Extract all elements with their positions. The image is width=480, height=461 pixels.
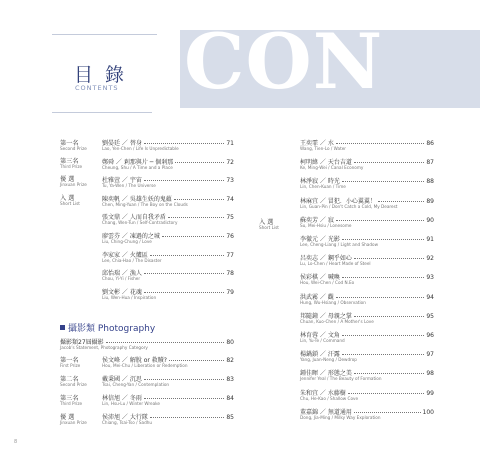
toc-leader-dots <box>354 373 425 374</box>
toc-entry-title: 侯文峰 ／ 解脫 or 救贖? <box>102 357 167 364</box>
toc-entry-page: 73 <box>226 177 234 185</box>
title-rule <box>52 112 152 113</box>
toc-entry-page: 96 <box>426 332 434 339</box>
toc-entry-english: Hung, Wu-Hsiang / Observation <box>300 299 366 305</box>
toc-entry-title: 陳奕帆 ／ 吳雄生妖的鬼蘊 <box>102 195 172 203</box>
toc-entry-english: Hou, Wei-Chen / Cod N.Eo <box>300 280 355 286</box>
toc-entry-title: 呂奕志 ／ 鋼乎如心 <box>300 255 352 263</box>
category-label-english: Third Prize <box>60 401 83 406</box>
toc-entry-title: 蘇奕芳 ／ 寂 <box>300 216 334 224</box>
toc-leader-dots <box>144 180 225 181</box>
toc-entry-english: Lin, Chen-Kuan / Time <box>300 184 346 190</box>
category-label-english: Short List <box>259 225 279 230</box>
toc-entry-title: 王奕霏 ／ 水 <box>300 140 334 147</box>
section-photography-label: 攝影類 Photography <box>68 324 156 334</box>
toc-entry-english: Liu, Wen-Hua / Inspiration <box>102 294 157 300</box>
toc-entry-title: 林麻宜 ／ 冒犯．小心翼翼！ <box>300 197 376 205</box>
toc-entry-page: 83 <box>226 376 234 383</box>
toc-leader-dots <box>354 316 425 317</box>
toc-entry-english: Chang, Wen-Tun / Self-Contradictory <box>102 220 178 226</box>
toc-entry-page: 84 <box>226 395 234 402</box>
toc-entry-english: Chuan, Kuo-Chen / A Mother's Love <box>300 318 374 324</box>
toc-entry-english: Lu, Lo-Chen / Heart Made of Steel <box>300 261 371 267</box>
toc-leader-dots <box>336 220 425 221</box>
toc-entry-english: Lin, Yu-Te / Command <box>300 338 345 343</box>
toc-entry-english: Su, Mei-Hsiu / Lonesome <box>300 222 352 228</box>
toc-leader-dots <box>150 255 225 256</box>
toc-entry-page: 94 <box>426 293 434 301</box>
toc-entry-title: 張文鼎 ／ 人而自我矛盾 <box>102 214 166 222</box>
toc-leader-dots <box>342 239 425 240</box>
toc-entry-title: 侯彩棋 ／ 喊喚 <box>300 274 340 282</box>
category-label: 第一名 <box>60 357 79 364</box>
toc-entry-title: 林淨寂 ／ 時光 <box>300 178 340 186</box>
toc-entry-title: 邱怡瑞 ／ 漁人 <box>102 270 142 278</box>
toc-entry-page: 72 <box>226 158 234 166</box>
toc-entry-title: 侯沛旭 ／ 大行隊 <box>102 414 148 421</box>
category-label-english: Jinxuan Prize <box>60 420 87 425</box>
page-number: 8 <box>14 439 18 445</box>
toc-leader-dots <box>150 417 225 418</box>
toc-entry-page: 90 <box>426 216 434 224</box>
category-label: 優 選 <box>60 176 75 183</box>
toc-entry-english: Lao, Yen-Chen / Life Is Unpredictable <box>102 146 179 151</box>
toc-entry-title: 朱和宜 ／ 水藤樹 <box>300 389 346 397</box>
toc-entry-english: Tsai, Cheng-Yan / Contemplation <box>102 382 170 387</box>
toc-entry-page: 93 <box>426 274 434 282</box>
toc-entry-english: Cheung, Shu / A Time and a Place <box>102 164 173 170</box>
toc-entry-title: 邦隨鐘 ／ 母親之掌 <box>300 312 352 320</box>
toc-leader-dots <box>144 292 225 293</box>
toc-entry-english: Liu, Ching-Chung / Love <box>102 239 152 244</box>
category-label-english: Jinxuan Prize <box>60 182 87 187</box>
category-label: 第二名 <box>60 376 79 383</box>
category-label-english: Second Prize <box>60 146 87 151</box>
toc-leader-dots <box>354 258 425 259</box>
toc-leader-dots <box>342 181 425 182</box>
category-label-english: Short List <box>60 201 80 206</box>
category-label: 優 選 <box>60 414 75 421</box>
toc-entry-english: Chu, He-Kao / Shallow Cove <box>300 395 359 401</box>
banner-text: CON <box>184 30 384 106</box>
toc-entry-english: Lee, Chia-Hao / The Disaster <box>102 257 162 263</box>
toc-entry-title: 鍾佳暉 ／ 形態之美 <box>300 370 352 378</box>
toc-leader-dots <box>144 379 225 380</box>
category-label: 入 選 <box>259 219 274 226</box>
toc-entry-title: 林育蓉 ／ 文角 <box>300 332 340 339</box>
toc-leader-dots <box>342 277 425 278</box>
toc-entry-english: Chiang, Tsai-Tso / Sadhu <box>102 420 153 425</box>
toc-entry-title: 鄭舜 ／ 剎那與片 ─ 個剎那 <box>102 158 174 166</box>
toc-leader-dots <box>342 335 425 336</box>
toc-entry-page: 95 <box>426 312 434 320</box>
category-label: 入 選 <box>60 195 75 202</box>
toc-entry-english: Ke, Ming-Wei / Canal Economy <box>300 165 364 171</box>
toc-entry-page: 77 <box>226 251 234 259</box>
toc-entry-page: 71 <box>226 140 234 147</box>
toc-entry-title: 戴秉國 ／ 沉思 <box>102 376 142 383</box>
toc-entry-title: 攝影類27屆攝影 <box>60 339 104 346</box>
toc-entry-title: 柯明緯 ／ 天台吉道 <box>300 159 352 167</box>
toc-leader-dots <box>342 354 425 355</box>
toc-leader-dots <box>348 393 425 394</box>
toc-leader-dots <box>175 162 224 163</box>
toc-entry-page: 92 <box>426 255 434 263</box>
toc-entry-title: 楊鍋鎖 ／ 汗露 <box>300 351 340 359</box>
toc-entry-title: 杜雅萱 ／ 宇宙 <box>102 177 142 185</box>
toc-entry-page: 98 <box>426 370 434 378</box>
category-label-english: Third Prize <box>60 164 83 169</box>
toc-entry-page: 75 <box>226 214 234 222</box>
toc-leader-dots <box>336 297 425 298</box>
category-label: 第一名 <box>60 140 79 147</box>
toc-leader-dots <box>354 412 421 413</box>
toc-entry-english: Hou, Mei-Chu / Liberation or Redemption <box>102 363 188 368</box>
toc-entry-english: Lee, Cheng-Liang / Light and Shadow <box>300 242 379 247</box>
toc-entry-page: 99 <box>426 389 434 397</box>
toc-entry-english: Yang, Juan-Neng / Dewdrop <box>300 357 357 363</box>
category-label: 第三名 <box>60 158 79 165</box>
toc-leader-dots <box>144 398 225 399</box>
toc-entry-english: Wang, Tien-Lo / Water <box>300 146 347 151</box>
toc-entry-english: Lin, Guan-Pin / Don't Catch a Cold, My Dearest <box>300 203 398 209</box>
toc-entry-page: 100 <box>422 408 434 416</box>
toc-leader-dots <box>354 162 425 163</box>
page-title: 目 錄 <box>74 64 128 86</box>
top-rule <box>52 34 157 35</box>
toc-entry-page: 74 <box>226 195 234 203</box>
toc-entry-page: 89 <box>426 197 434 205</box>
toc-entry-english: Dong, Jia-Ming / Milky Way Exploration <box>300 414 381 420</box>
section-marker-icon <box>60 325 65 330</box>
toc-leader-dots <box>106 342 225 343</box>
page-subtitle: CONTENTS <box>75 84 119 92</box>
toc-entry-page: 78 <box>226 270 234 278</box>
toc-entry-page: 76 <box>226 233 234 240</box>
toc-entry-page: 82 <box>226 357 234 364</box>
toc-entry-english: Jacob's Statement, Photography Category <box>60 345 148 350</box>
toc-leader-dots <box>336 143 425 144</box>
category-label-english: First Prize <box>60 363 81 368</box>
toc-entry-english: Tu, Ya-Wen / The Universe <box>102 183 156 189</box>
section-photography <box>60 321 155 334</box>
toc-entry-page: 79 <box>226 288 234 296</box>
category-label-english: Second Prize <box>60 382 87 387</box>
toc-entry-english: Chou, Yi-Yi / Fisher <box>102 276 141 282</box>
category-label: 第三名 <box>60 395 79 402</box>
toc-entry-title: 洪武霧 ／ 觀 <box>300 293 334 301</box>
cover-banner <box>180 30 480 108</box>
toc-leader-dots <box>168 217 225 218</box>
toc-entry-title: 李家家 ／ 火爐區 <box>102 251 148 259</box>
toc-entry-english: Chen, Ming-Yuan / The Boy on the Clouds <box>102 201 188 207</box>
toc-leader-dots <box>174 199 225 200</box>
toc-entry-title: 董嘉錦 ／ 無道通用 <box>300 408 352 416</box>
toc-leader-dots <box>378 201 425 202</box>
toc-entry-page: 80 <box>226 339 234 346</box>
toc-entry-title: 劉晏廷 ／ 替身 <box>102 140 142 147</box>
toc-entry-title: 劉文彬 ／ 花魂 <box>102 288 142 296</box>
toc-entry-title: 廖雲芬 ／ 凍過的之城 <box>102 233 160 240</box>
toc-leader-dots <box>144 273 225 274</box>
toc-leader-dots <box>169 360 224 361</box>
toc-entry-page: 97 <box>426 351 434 359</box>
toc-leader-dots <box>162 236 225 237</box>
toc-entry-page: 88 <box>426 178 434 186</box>
toc-entry-title: 林信旭 ／ 冬雨 <box>102 395 142 402</box>
toc-entry-page: 91 <box>426 236 434 243</box>
toc-entry-page: 87 <box>426 159 434 167</box>
toc-entry-english: Lin, Hsu-Lu / Winter Wreake <box>102 401 161 406</box>
toc-entry-english: Jennifer Yeal / The Beauty of Formation <box>300 376 382 382</box>
toc-entry-page: 85 <box>226 414 234 421</box>
toc-leader-dots <box>144 143 225 144</box>
toc-entry-page: 86 <box>426 140 434 147</box>
toc-entry-title: 李徹元 ／ 光影 <box>300 236 340 243</box>
